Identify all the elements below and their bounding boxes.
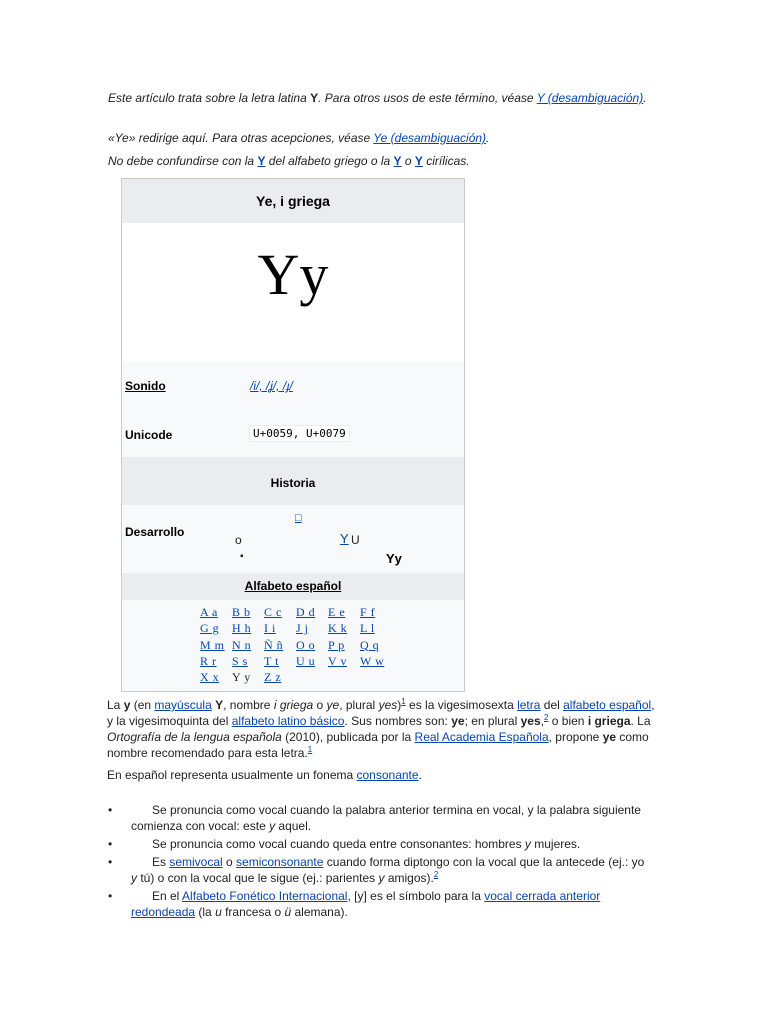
alphabet-letter-link[interactable]: Z z	[264, 670, 282, 685]
hatnote-redirect: «Ye» redirige aquí. Para otras acepciones, véase Ye (desambiguación).	[108, 131, 490, 145]
alphabet-letter-link[interactable]: C c	[264, 605, 282, 619]
dev-bullet: ▪	[240, 551, 244, 562]
link-afi[interactable]: Alfabeto Fonético Internacional	[182, 889, 348, 903]
alphabet-letter-link[interactable]: Ñ ñ	[264, 637, 284, 652]
alphabet-row	[200, 654, 390, 670]
link-alfabeto-espanol[interactable]: alfabeto español	[563, 698, 652, 712]
alphabet-letter-link[interactable]: I i	[264, 621, 276, 636]
alfabeto-espanol-link[interactable]: Alfabeto español	[244, 579, 342, 593]
alphabet-row	[200, 670, 390, 686]
desarrollo-label: Desarrollo	[125, 525, 185, 539]
alphabet-letter-link[interactable]: L l	[360, 621, 375, 636]
link-vocal-cerrada[interactable]: vocal cerrada anterior redondeada	[131, 889, 601, 919]
link-semiconsonante[interactable]: semiconsonante	[236, 855, 324, 869]
sonido-link[interactable]: Sonido	[125, 379, 166, 393]
link-rae[interactable]: Real Academia Española	[414, 730, 549, 744]
ref-2[interactable]: 2	[543, 713, 549, 722]
dev-U: U	[351, 533, 360, 547]
dev-Yy: Yy	[386, 551, 402, 566]
bullet-icon: •	[108, 855, 113, 869]
link-cyrillic-y1[interactable]: Y	[393, 154, 402, 168]
link-letra[interactable]: letra	[517, 698, 541, 712]
alphabet-row	[200, 605, 390, 621]
dev-o: o	[235, 533, 242, 547]
alphabet-letter-link[interactable]: S s	[232, 653, 248, 668]
link-ye-desambiguacion[interactable]: Ye (desambiguación)	[373, 131, 487, 145]
row-sonido	[122, 361, 464, 409]
alphabet-letter-link[interactable]: F f	[360, 605, 376, 619]
link-semivocal[interactable]: semivocal	[169, 855, 223, 869]
dev-Y-link[interactable]: Y	[340, 531, 349, 546]
unicode-value: U+0059, U+0079	[249, 425, 350, 442]
intro-paragraph: La y (en mayúscula Y, nombre i griega o ye, plural yes)$^1$ es la vigesimosexta letra del alfabeto español, y la vigesimoquinta del alfabeto latino básico. Sus nombres son: ye; en plural yes,$^2$ o bien i griega. La Ortografía de la lengua española (2010), publicada por la Real Academia Española, propone ye como nombre recomendado para esta letra.$^1$	[107, 697, 655, 760]
alphabet-letter-link[interactable]: P p	[328, 637, 345, 652]
alphabet-letter-link[interactable]: W w	[360, 653, 385, 668]
dev-image-link[interactable]: □	[295, 512, 302, 524]
ref-1[interactable]: 1	[401, 697, 406, 706]
row-historia	[122, 457, 464, 505]
row-alfabeto	[122, 573, 464, 600]
alphabet-letter-link[interactable]: R r	[200, 653, 217, 668]
alphabet-letter-link[interactable]: B b	[232, 605, 251, 619]
link-mayuscula[interactable]: mayúscula	[154, 698, 212, 712]
alphabet-letter-link[interactable]: H h	[232, 621, 252, 636]
row-desarrollo	[122, 505, 464, 573]
historia-heading: Historia	[270, 476, 316, 490]
alphabet-letter-link[interactable]: J j	[296, 621, 309, 636]
alphabet-letter-link[interactable]: K k	[328, 621, 348, 636]
alphabet-letter-link[interactable]: T t	[264, 653, 279, 668]
alphabet-letter-link[interactable]: Q q	[360, 637, 380, 652]
alphabet-letter-link[interactable]: M m	[200, 637, 225, 652]
alphabet-grid	[200, 605, 390, 686]
unicode-label: Unicode	[125, 428, 173, 442]
alphabet-row	[200, 621, 390, 637]
infobox-title: Ye, i griega	[122, 179, 464, 223]
infobox	[121, 178, 465, 692]
sonido-value: /i/, /ʝ/, /ɟ/	[250, 379, 293, 393]
bullet-icon: •	[108, 803, 113, 817]
row-unicode	[122, 409, 464, 457]
alphabet-letter-link[interactable]: X x	[200, 670, 220, 685]
link-consonante[interactable]: consonante	[356, 768, 419, 782]
alphabet-row	[200, 638, 390, 654]
link-greek-y[interactable]: Y	[257, 154, 266, 168]
link-alfabeto-latino[interactable]: alfabeto latino básico	[231, 714, 345, 728]
alphabet-letter-current: Y y	[232, 670, 251, 685]
glyph-cell	[122, 223, 464, 361]
hatnote-disambiguation: Este artículo trata sobre la letra latina Y. Para otros usos de este término, véase Y (desambiguación).	[108, 91, 647, 105]
alphabet-letter-link[interactable]: A a	[200, 605, 218, 619]
alphabet-letter-link[interactable]: O o	[296, 637, 316, 652]
alphabet-letter-link[interactable]: U u	[296, 653, 316, 668]
bullet-icon: •	[108, 889, 113, 903]
alphabet-letter-link[interactable]: V v	[328, 653, 347, 668]
link-y-desambiguacion[interactable]: Y (desambiguación)	[536, 91, 644, 105]
ref-2b[interactable]: 2	[433, 870, 439, 879]
bullet-icon: •	[108, 837, 113, 851]
alphabet-letter-link[interactable]: G g	[200, 621, 220, 636]
alphabet-letter-link[interactable]: E e	[328, 605, 346, 619]
letter-glyph: Yy	[257, 242, 329, 307]
hatnote-confusion: No debe confundirse con la Y del alfabeto griego o la Y o Y cirílicas.	[108, 154, 470, 168]
consonant-paragraph: En español representa usualmente un fonema consonante.	[107, 768, 422, 782]
link-cyrillic-y2[interactable]: Y	[414, 154, 423, 168]
alphabet-letter-link[interactable]: D d	[296, 605, 316, 619]
ref-1b[interactable]: 1	[307, 745, 313, 754]
alphabet-letter-link[interactable]: N n	[232, 637, 252, 652]
